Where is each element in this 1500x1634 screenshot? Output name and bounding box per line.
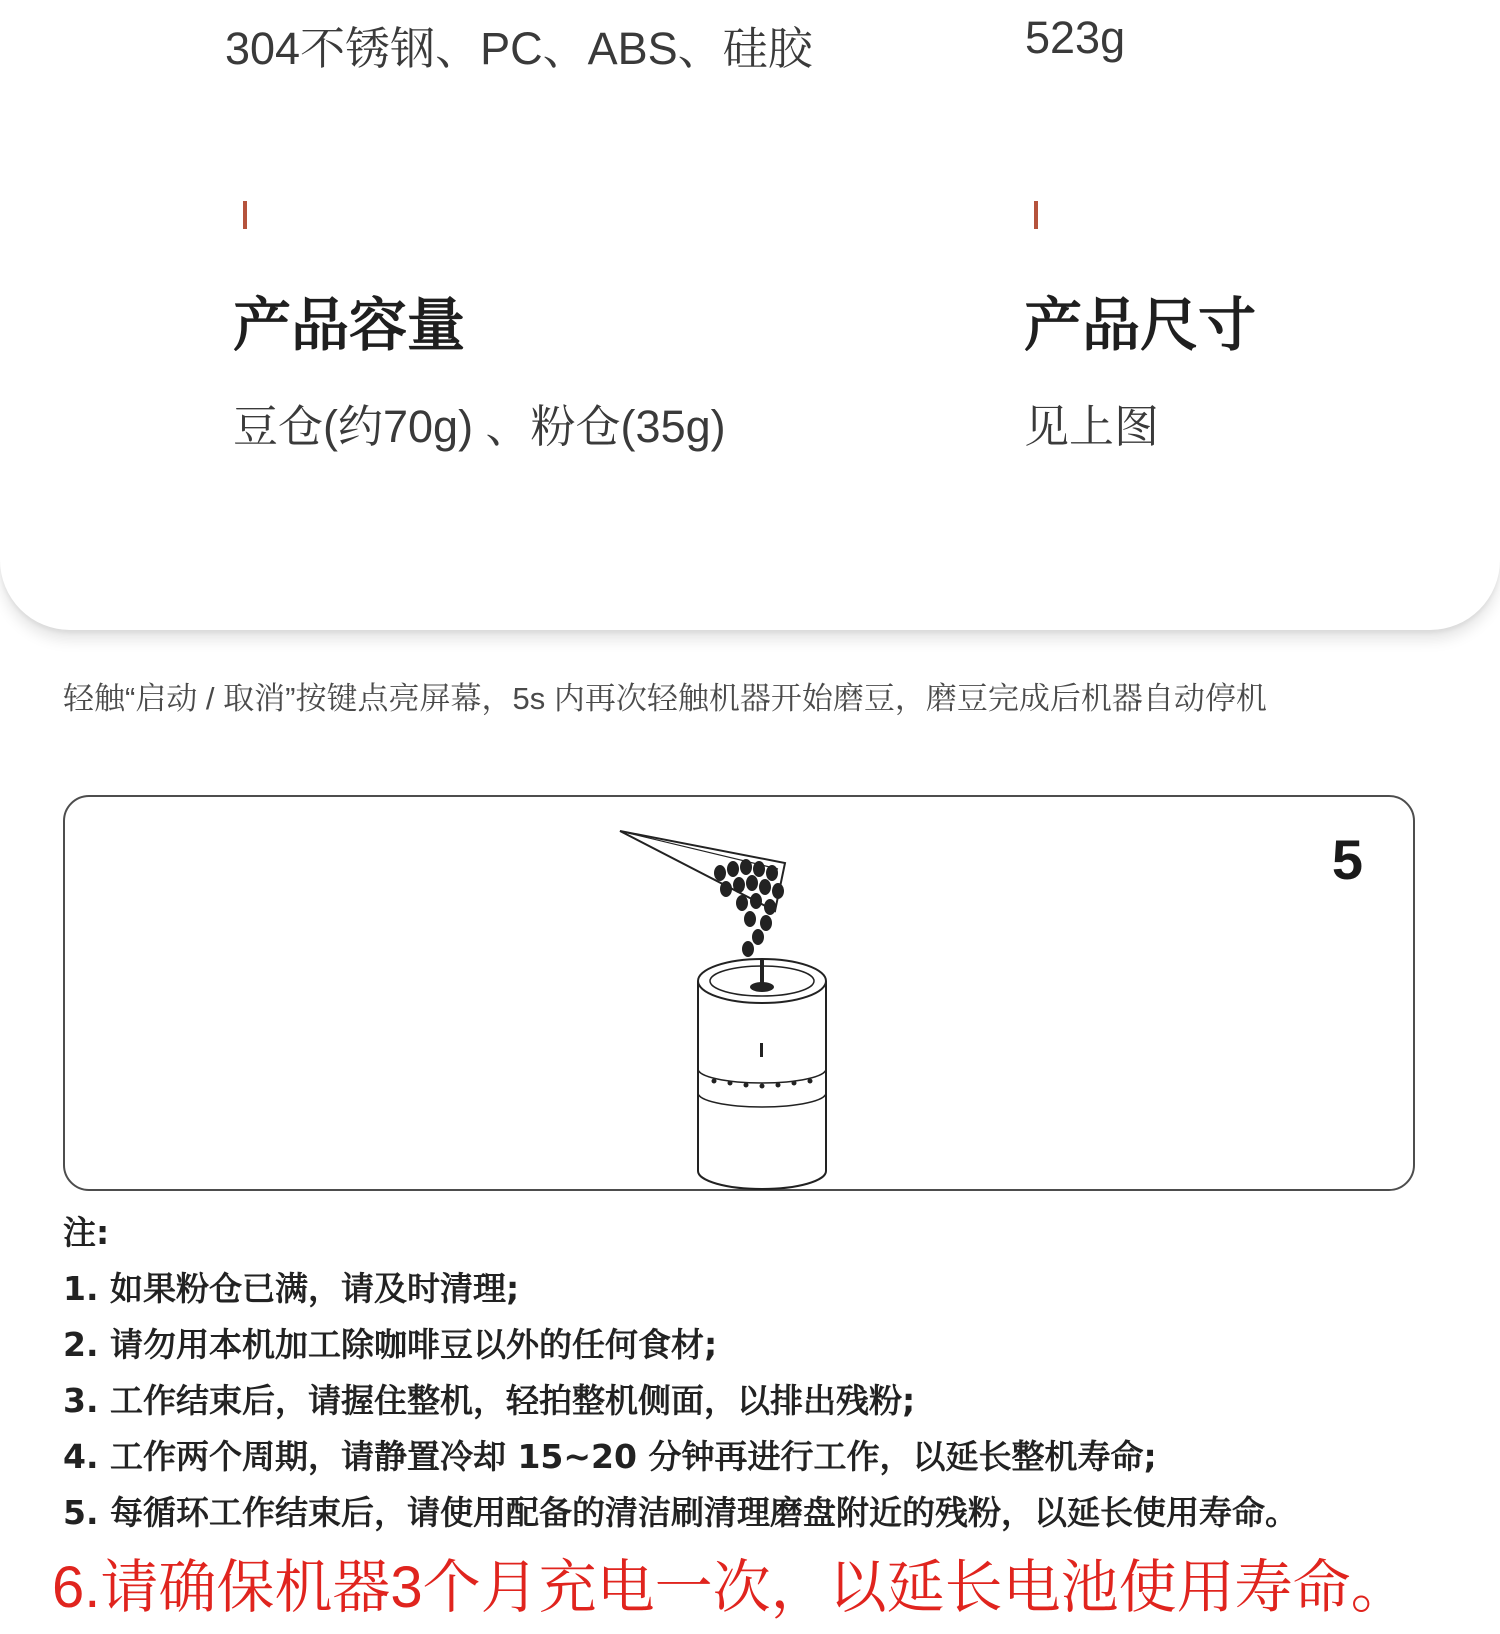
note-item: 2. 请勿用本机加工除咖啡豆以外的任何食材; [63, 1325, 718, 1364]
note-item: 4. 工作两个周期，请静置冷却 15~20 分钟再进行工作，以延长整机寿命; [63, 1437, 1157, 1476]
weight-value: 523g [1025, 12, 1126, 63]
notes-list [63, 1205, 1483, 1541]
material-value: 304不锈钢、PC、ABS、硅胶 [225, 23, 813, 74]
step-number: 5 [1331, 828, 1363, 891]
note-item: 1. 如果粉仓已满，请及时清理; [63, 1269, 520, 1308]
capacity-value: 豆仓(约70g) 、粉仓(35g) [233, 401, 726, 452]
coffee-grinder-pouring-beans-icon [610, 811, 850, 1191]
size-value: 见上图 [1024, 401, 1160, 452]
size-title: 产品尺寸 [1024, 291, 1257, 359]
capacity-accent-bar [243, 201, 247, 229]
battery-note-highlight: 6.请确保机器3个月充电一次，以延长电池使用寿命。 [52, 1555, 1409, 1620]
note-item: 5. 每循环工作结束后，请使用配备的清洁刷清理磨盘附近的残粉，以延长使用寿命。 [63, 1493, 1298, 1532]
capacity-title: 产品容量 [233, 291, 466, 359]
spec-card [0, 0, 1500, 630]
size-accent-bar [1034, 201, 1038, 229]
note-item: 3. 工作结束后，请握住整机，轻拍整机侧面，以排出残粉; [63, 1381, 916, 1420]
instruction-text: 轻触“启动 / 取消”按键点亮屏幕，5s 内再次轻触机器开始磨豆，磨豆完成后机器自动停机 [63, 681, 1267, 716]
notes-heading: 注: [63, 1213, 110, 1252]
step-diagram [63, 795, 1415, 1191]
